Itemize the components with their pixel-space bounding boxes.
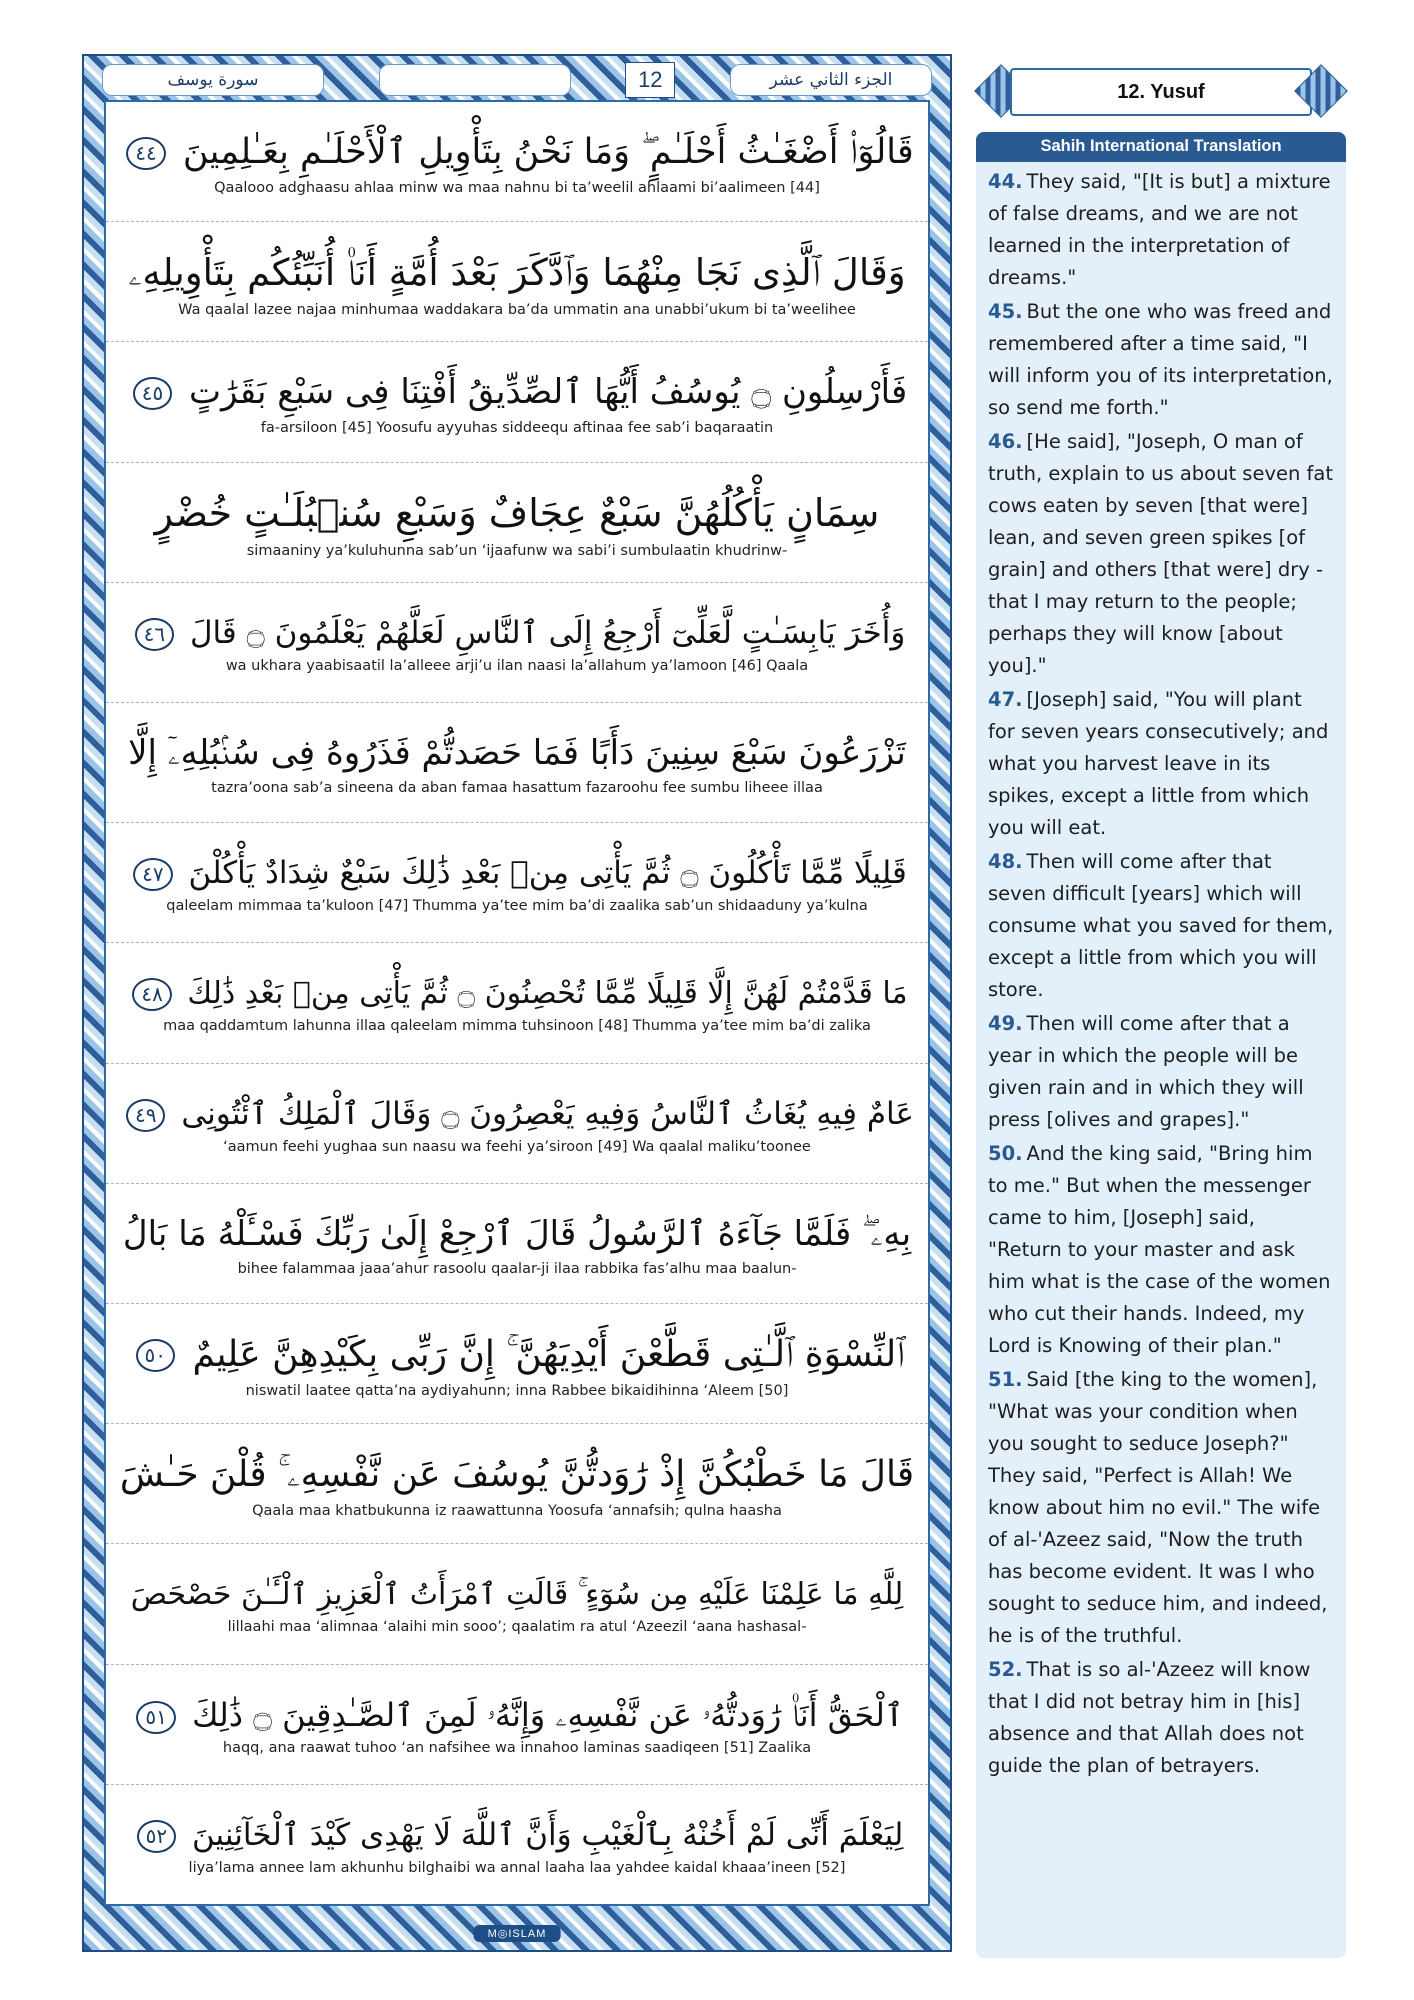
- quran-line: [106, 342, 928, 462]
- quran-line: [106, 1064, 928, 1184]
- ayah-number-marker: ٤٤: [126, 137, 165, 170]
- quran-line: [106, 1184, 928, 1304]
- transliteration-text: Qaala maa khatbukunna iz raawattunna Yoosufa ‘annafsih; qulna haasha: [252, 1502, 782, 1519]
- arabic-text: قَلِيلًا مِّمَّا تَأْكُلُونَ ۝ ثُمَّ يَأْتِى مِنۢ بَعْدِ ذَٰلِكَ سَبْعٌ شِدَادٌ يَأْكُلْنَ ٤٧: [127, 851, 907, 896]
- ayah-number-marker: ٤٦: [135, 618, 174, 651]
- verse-number: 51.: [988, 1368, 1023, 1391]
- arabic-text: عَامٌ فِيهِ يُغَاثُ ٱلنَّاسُ وَفِيهِ يَعْصِرُونَ ۝ وَقَالَ ٱلْمَلِكُ ٱئْتُونِى ٤٩: [120, 1092, 914, 1137]
- verse-text: And the king said, "Bring him to me." But when the messenger came to him, [Joseph] said, "Return to your master and ask him what is the case of the women who cut their hands. Indeed, my Lord is Knowing of their plan.": [988, 1142, 1331, 1357]
- translation-verse: [988, 1138, 1334, 1362]
- quran-line: [106, 823, 928, 943]
- translation-verse: [988, 1654, 1334, 1782]
- arabic-text: وَأُخَرَ يَابِسَـٰتٍ لَّعَلِّىٓ أَرْجِعُ إِلَى ٱلنَّاسِ لَعَلَّهُمْ يَعْلَمُونَ ۝ قَالَ ٤٦: [129, 611, 906, 656]
- quran-line: [106, 583, 928, 703]
- translation-verse: [988, 1364, 1334, 1652]
- arabic-text: ٱلْحَقُّ أَنَا۠ رَٰوَدتُّهُۥ عَن نَّفْسِهِۦ وَإِنَّهُۥ لَمِنَ ٱلصَّـٰدِقِينَ ۝ ذَٰلِكَ ٥١: [130, 1692, 903, 1738]
- translation-verse: [988, 166, 1334, 294]
- transliteration-text: tazra’oona sab’a sineena da aban famaa hasattum fazaroohu fee sumbu liheee illaa: [211, 780, 823, 797]
- transliteration-text: bihee falammaa jaaa’ahur rasoolu qaalar-ji ilaa rabbika fas’alhu maa baalun-: [237, 1261, 797, 1278]
- quran-line: [106, 222, 928, 342]
- quran-line: [106, 463, 928, 583]
- surah-title: 12. Yusuf: [1010, 68, 1312, 116]
- quran-line: [106, 1665, 928, 1785]
- page-number: 12: [625, 62, 675, 98]
- transliteration-text: ‘aamun feehi yughaa sun naasu wa feehi ya’siroon [49] Wa qaalal maliku’toonee: [223, 1138, 811, 1155]
- arabic-text: ٱلنِّسْوَةِ ٱلَّـٰتِى قَطَّعْنَ أَيْدِيَهُنَّ ۚ إِنَّ رَبِّى بِكَيْدِهِنَّ عَلِيمٌ ٥٠: [130, 1329, 905, 1381]
- verse-text: [Joseph] said, "You will plant for seven years consecutively; and what you harvest leave in its spikes, except a little from which you will eat.: [988, 688, 1329, 839]
- quran-text-area: [104, 100, 930, 1906]
- transliteration-text: simaaniny ya’kuluhunna sab’un ‘ijaafunw wa sabi’i sumbulaatin khudrinw-: [246, 542, 788, 559]
- transliteration-text: niswatil laatee qatta’na aydiyahunn; inna Rabbee bikaidihinna ‘Aleem [50]: [245, 1382, 789, 1399]
- translation-verse: [988, 684, 1334, 844]
- verse-text: They said, "[It is but] a mixture of false dreams, and we are not learned in the interpretation of dreams.": [988, 170, 1331, 289]
- transliteration-text: wa ukhara yaabisaatil la’alleee arji’u ilan naasi la’allahum ya’lamoon [46] Qaala: [225, 657, 809, 674]
- verse-text: Said [the king to the women], "What was your condition when you sought to seduce Joseph?" They said, "Perfect is Allah! We know about him no evil." The wife of al-'Azeez said, "Now the truth has become evident. It was I who sought to seduce him, and indeed, he is of the truthful.: [988, 1368, 1328, 1647]
- ayah-number-marker: ٤٨: [132, 978, 171, 1011]
- surah-title-banner: [976, 62, 1346, 120]
- arabic-text: تَزْرَعُونَ سَبْعَ سِنِينَ دَأَبًا فَمَا حَصَدتُّمْ فَذَرُوهُ فِى سُنۢبُلِهِۦٓ إِلَّا: [128, 732, 906, 773]
- arabic-text: مَا قَدَّمْتُمْ لَهُنَّ إِلَّا قَلِيلًا مِّمَّا تُحْصِنُونَ ۝ ثُمَّ يَأْتِى مِنۢ بَعْدِ ذَٰلِكَ ٤٨: [126, 972, 907, 1016]
- verse-number: 50.: [988, 1142, 1023, 1165]
- arabic-text: سِمَانٍ يَأْكُلُهُنَّ سَبْعٌ عِجَافٌ وَسَبْعِ سُنۢبُلَـٰتٍ خُضْرٍ: [154, 490, 880, 535]
- transliteration-text: lillaahi maa ‘alimnaa ‘alaihi min sooo’; qaalatim ra atul ‘Azeezil ‘aana hashasal-: [227, 1618, 807, 1635]
- arabic-text: قَالُوٓا۟ أَضْغَـٰثُ أَحْلَـٰمٍ ۖ وَمَا نَحْنُ بِتَأْوِيلِ ٱلْأَحْلَـٰمِ بِعَـٰلِمِينَ ٤٤: [120, 127, 913, 178]
- verse-text: [He said], "Joseph, O man of truth, explain to us about seven fat cows eaten by seven [that were] lean, and seven green spikes [of grain] and others [that were] dry - that I may return to the people; perhaps they will know [about you].": [988, 430, 1334, 677]
- ayah-number-marker: ٥٢: [137, 1820, 176, 1853]
- quran-line: [106, 1424, 928, 1544]
- ayah-number-marker: ٤٧: [133, 858, 172, 891]
- verse-number: 46.: [988, 430, 1023, 453]
- transliteration-text: Wa qaalal lazee najaa minhumaa waddakara ba’da ummatin ana unabbi’ukum bi ta’weelihee: [178, 301, 856, 318]
- translation-panel: [976, 132, 1346, 1958]
- ayah-number-marker: ٥٠: [136, 1339, 175, 1372]
- arabic-text: بِهِۦ ۖ فَلَمَّا جَآءَهُ ٱلرَّسُولُ قَالَ ٱرْجِعْ إِلَىٰ رَبِّكَ فَسْـَٔلْهُ مَا بَالُ: [122, 1213, 912, 1254]
- verse-text: But the one who was freed and remembered after a time said, "I will inform you of its interpretation, so send me forth.": [988, 300, 1333, 419]
- surah-name-label: سورة يوسف: [102, 64, 324, 96]
- arabic-text: وَقَالَ ٱلَّذِى نَجَا مِنْهُمَا وَٱدَّكَرَ بَعْدَ أُمَّةٍ أَنَا۠ أُنَبِّئُكُم بِتَأْوِيلِهِۦ: [128, 250, 906, 294]
- page-header: [102, 62, 932, 98]
- quran-line: [106, 1544, 928, 1664]
- arabic-text: فَأَرْسِلُونِ ۝ يُوسُفُ أَيُّهَا ٱلصِّدِّيقُ أَفْتِنَا فِى سَبْعِ بَقَرَٰتٍ ٤٥: [127, 368, 908, 417]
- quran-line: [106, 1785, 928, 1904]
- translation-verse: [988, 1008, 1334, 1136]
- translation-verse: [988, 846, 1334, 1006]
- verse-number: 47.: [988, 688, 1023, 711]
- verse-text: That is so al-'Azeez will know that I did not betray him in [his] absence and that Allah does not guide the plan of betrayers.: [988, 1658, 1311, 1777]
- verse-text: Then will come after that seven difficult [years] which will consume what you saved for them, except a little from which you will store.: [988, 850, 1334, 1001]
- verse-number: 48.: [988, 850, 1023, 873]
- quran-lines: [106, 102, 928, 1904]
- quran-line: [106, 943, 928, 1063]
- transliteration-text: haqq, ana raawat tuhoo ‘an nafsihee wa innahoo laminas saadiqeen [51] Zaalika: [222, 1740, 812, 1757]
- translation-verse: [988, 296, 1334, 424]
- quran-line: [106, 102, 928, 222]
- arabic-text: لِلَّهِ مَا عَلِمْنَا عَلَيْهِ مِن سُوٓءٍ ۚ قَالَتِ ٱمْرَأَتُ ٱلْعَزِيزِ ٱلْـَٔـٰنَ حَصْحَصَ: [130, 1577, 904, 1613]
- juz-label: الجزء الثاني عشر: [730, 64, 932, 96]
- transliteration-text: Qaalooo adghaasu ahlaa minw wa maa nahnu bi ta’weelil ahlaami bi’aalimeen [44]: [214, 179, 820, 196]
- translation-verse: [988, 426, 1334, 682]
- verse-number: 52.: [988, 1658, 1023, 1681]
- arabic-text: قَالَ مَا خَطْبُكُنَّ إِذْ رَٰوَدتُّنَّ يُوسُفَ عَن نَّفْسِهِۦ ۚ قُلْنَ حَـٰشَ: [119, 1453, 915, 1495]
- transliteration-text: maa qaddamtum lahunna illaa qaleelam mimma tuhsinoon [48] Thumma ya’tee mim ba’di zalika: [163, 1017, 871, 1034]
- transliteration-text: qaleelam mimmaa ta’kuloon [47] Thumma ya’tee mim ba’di zaalika sab’un shidaaduny ya’kulna: [166, 898, 868, 915]
- brand-footer: M◎ISLAM: [474, 1925, 561, 1942]
- ayah-number-marker: ٥١: [136, 1701, 175, 1734]
- verse-number: 44.: [988, 170, 1023, 193]
- arabic-text: لِيَعْلَمَ أَنِّى لَمْ أَخُنْهُ بِٱلْغَيْبِ وَأَنَّ ٱللَّهَ لَا يَهْدِى كَيْدَ ٱلْخَآئِنِينَ ٥٢: [131, 1813, 904, 1858]
- translation-header: Sahih International Translation: [976, 132, 1346, 162]
- header-blank-box: [379, 64, 571, 96]
- ayah-number-marker: ٤٥: [133, 377, 172, 410]
- quran-line: [106, 1304, 928, 1424]
- quran-page-frame: [82, 54, 952, 1952]
- verse-text: Then will come after that a year in which the people will be given rain and in which they will press [olives and grapes].": [988, 1012, 1304, 1131]
- quran-line: [106, 703, 928, 823]
- translation-body: [976, 162, 1346, 1782]
- verse-number: 49.: [988, 1012, 1023, 1035]
- ayah-number-marker: ٤٩: [126, 1099, 165, 1132]
- transliteration-text: liya’lama annee lam akhunhu bilghaibi wa annal laaha laa yahdee kaidal khaaa’ineen [52]: [188, 1859, 846, 1876]
- verse-number: 45.: [988, 300, 1023, 323]
- transliteration-text: fa-arsiloon [45] Yoosufu ayyuhas siddeequ aftinaa fee sab’i baqaraatin: [260, 419, 774, 436]
